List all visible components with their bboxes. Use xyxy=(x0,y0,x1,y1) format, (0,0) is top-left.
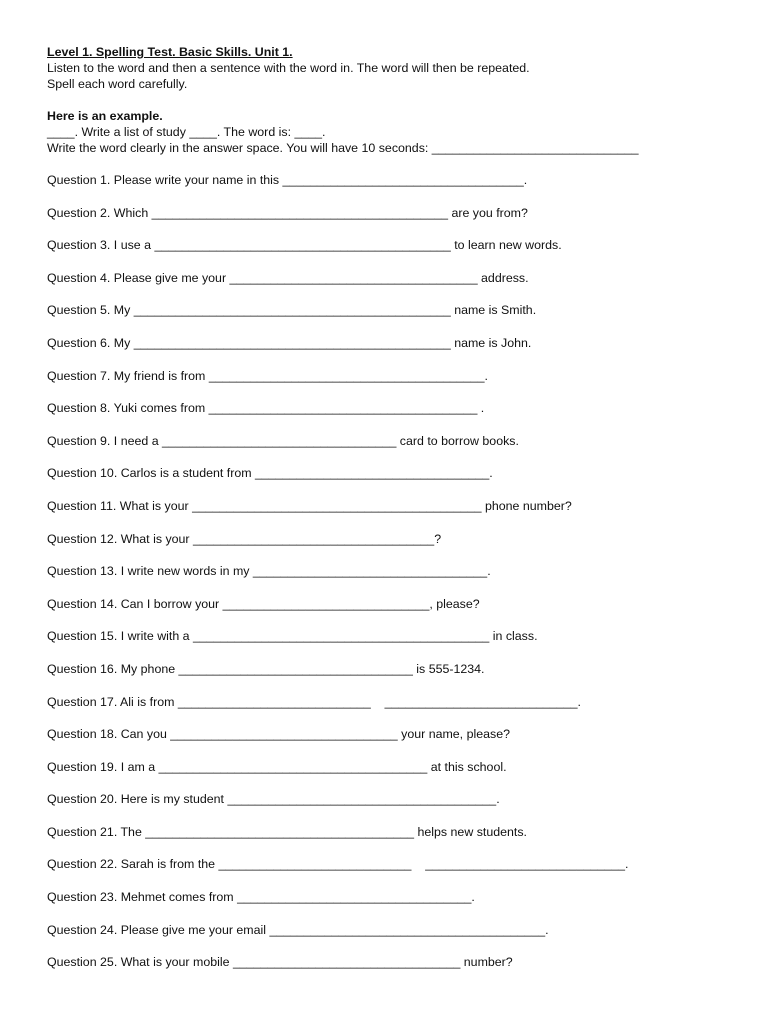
question-24 xyxy=(47,922,727,955)
instruction-line-1: Listen to the word and then a sentence with the word in. The word will then be repeated. xyxy=(47,61,530,75)
question-text: Question 1. Please write your name in this ___________________________________. xyxy=(47,173,528,187)
question-1 xyxy=(47,172,727,205)
question-14 xyxy=(47,596,727,629)
question-15 xyxy=(47,628,727,661)
question-text: Question 5. My ______________________________________________ name is Smith. xyxy=(47,303,537,318)
question-17 xyxy=(47,694,727,727)
question-4 xyxy=(47,270,727,303)
question-2 xyxy=(47,205,727,238)
question-20 xyxy=(47,791,727,824)
question-text: Question 2. Which ___________________________________________ are you from? xyxy=(47,205,528,220)
question-16 xyxy=(47,661,727,694)
question-text: Question 24. Please give me your email ________________________________________. xyxy=(47,922,549,937)
worksheet-title: Level 1. Spelling Test. Basic Skills. Unit 1. xyxy=(47,45,293,59)
instruction-line-2: Spell each word carefully. xyxy=(47,77,188,91)
question-text: Question 7. My friend is from ________________________________________. xyxy=(47,368,488,383)
question-5 xyxy=(47,302,727,335)
example-heading: Here is an example. xyxy=(47,109,163,123)
question-text: Question 25. What is your mobile _________________________________ number? xyxy=(47,955,513,970)
question-22 xyxy=(47,856,727,889)
question-text: Question 20. Here is my student _______________________________________. xyxy=(47,792,500,807)
question-6 xyxy=(47,335,727,368)
question-text: Question 4. Please give me your ____________________________________ address. xyxy=(47,270,529,285)
question-3 xyxy=(47,237,727,270)
question-text: Question 17. Ali is from ____________________________ ____________________________. xyxy=(47,694,581,709)
question-21 xyxy=(47,824,727,857)
question-11 xyxy=(47,498,727,531)
question-text: Question 11. What is your __________________________________________ phone number? xyxy=(47,498,572,513)
question-text: Question 14. Can I borrow your ______________________________, please? xyxy=(47,596,480,611)
worksheet-page xyxy=(47,44,727,987)
question-text: Question 21. The _______________________________________ helps new students. xyxy=(47,824,527,839)
question-text: Question 10. Carlos is a student from __________________________________. xyxy=(47,466,493,481)
example-line-2: Write the word clearly in the answer space. You will have 10 seconds: ______________________________ xyxy=(47,141,639,155)
question-text: Question 18. Can you _________________________________ your name, please? xyxy=(47,727,510,742)
question-7 xyxy=(47,368,727,401)
question-23 xyxy=(47,889,727,922)
question-9 xyxy=(47,433,727,466)
question-text: Question 8. Yuki comes from _______________________________________ . xyxy=(47,401,485,416)
question-text: Question 19. I am a _______________________________________ at this school. xyxy=(47,759,507,774)
question-text: Question 3. I use a ___________________________________________ to learn new words. xyxy=(47,238,562,253)
question-text: Question 23. Mehmet comes from __________________________________. xyxy=(47,890,475,905)
question-text: Question 22. Sarah is from the ____________________________ _____________________________. xyxy=(47,857,629,872)
question-text: Question 15. I write with a ___________________________________________ in class. xyxy=(47,629,538,644)
question-text: Question 13. I write new words in my __________________________________. xyxy=(47,564,491,579)
question-text: Question 12. What is your ___________________________________? xyxy=(47,531,442,546)
question-13 xyxy=(47,563,727,596)
question-text: Question 6. My ______________________________________________ name is John. xyxy=(47,335,532,350)
example-line-1: ____. Write a list of study ____. The word is: ____. xyxy=(47,125,326,139)
question-19 xyxy=(47,759,727,792)
question-text: Question 9. I need a __________________________________ card to borrow books. xyxy=(47,433,519,448)
question-list xyxy=(47,172,727,987)
question-18 xyxy=(47,726,727,759)
question-8 xyxy=(47,400,727,433)
question-10 xyxy=(47,465,727,498)
question-25 xyxy=(47,954,727,987)
question-12 xyxy=(47,531,727,564)
question-text: Question 16. My phone __________________________________ is 555-1234. xyxy=(47,661,485,676)
